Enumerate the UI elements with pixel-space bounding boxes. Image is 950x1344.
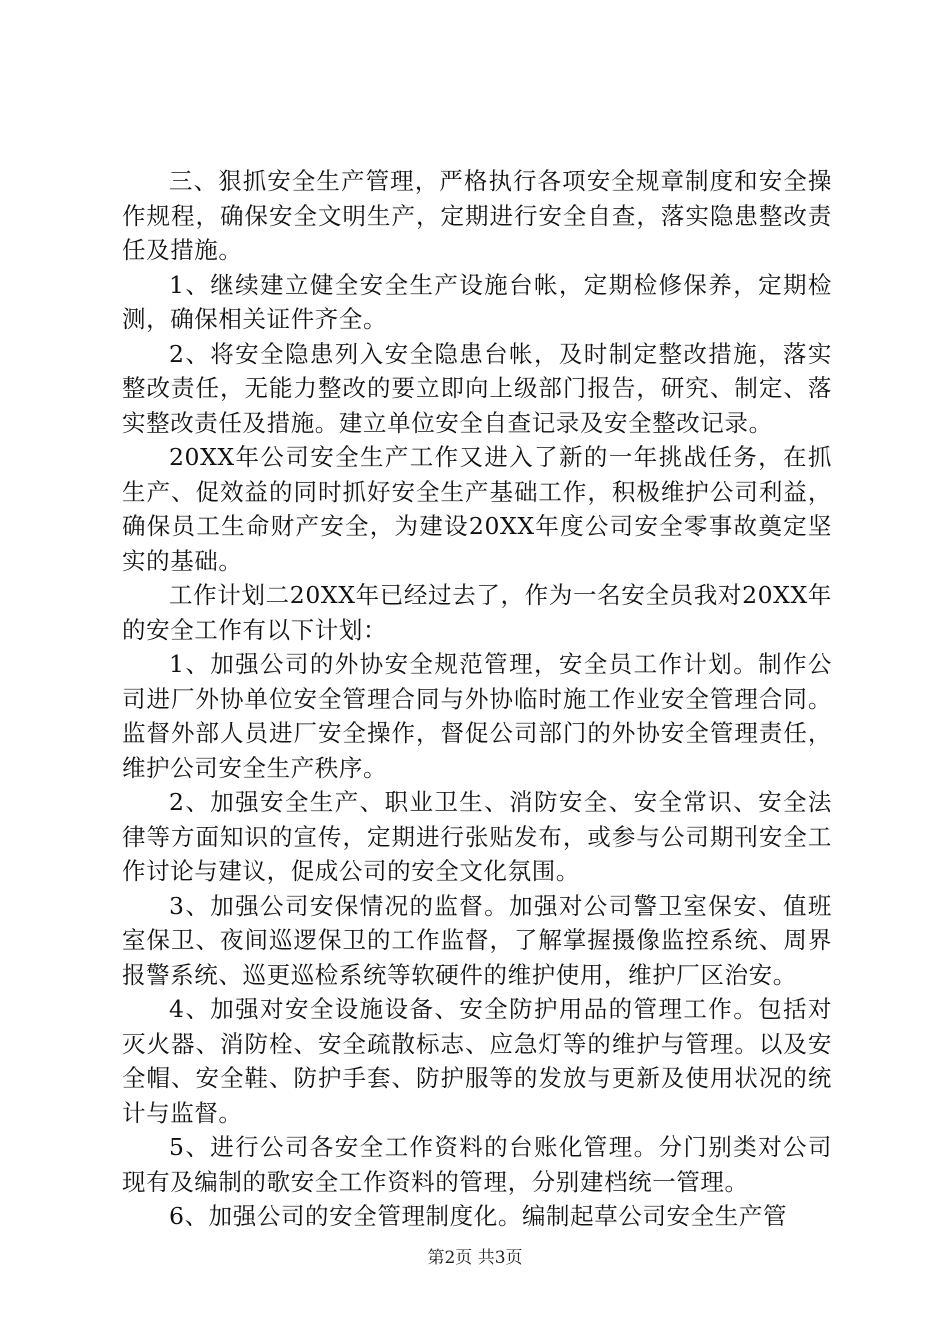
- page-footer: [0, 1243, 950, 1268]
- paragraph-plan-item-1: 1、加强公司的外协安全规范管理，安全员工作计划。制作公司进厂外协单位安全管理合同与外协临时施工作业安全管理合同。监督外部人员进厂安全操作，督促公司部门的外协安全管理责任，维护公司安全生产秩序。: [122, 650, 832, 782]
- paragraph-plan-two-intro: 工作计划二20XX年已经过去了，作为一名安全员我对20XX年的安全工作有以下计划：: [122, 581, 832, 644]
- paragraph-item-1: 1、继续建立健全安全生产设施台帐，定期检修保养，定期检测，确保相关证件齐全。: [122, 270, 832, 333]
- paragraph-plan-item-3: 3、加强公司安保情况的监督。加强对公司警卫室保安、值班室保卫、夜间巡逻保卫的工作监督，了解掌握摄像监控系统、周界报警系统、巡更巡检系统等软硬件的维护使用，维护厂区治安。: [122, 891, 832, 989]
- page-number: 第2页 共3页: [427, 1248, 523, 1268]
- paragraph-plan-item-2: 2、加强安全生产、职业卫生、消防安全、安全常识、安全法律等方面知识的宣传，定期进行张贴发布，或参与公司期刊安全工作讨论与建议，促成公司的安全文化氛围。: [122, 788, 832, 885]
- paragraph-summary: 20XX年公司安全生产工作又进入了新的一年挑战任务，在抓生产、促效益的同时抓好安全生产基础工作，积极维护公司利益，确保员工生命财产安全，为建设20XX年度公司安全零事故奠定坚实的基础。: [122, 443, 832, 575]
- paragraph-plan-item-4: 4、加强对安全设施设备、安全防护用品的管理工作。包括对灭火器、消防栓、安全疏散标志、应急灯等的维护与管理。以及安全帽、安全鞋、防护手套、防护服等的发放与更新及使用状况的统计与监督。: [122, 995, 832, 1127]
- paragraph-item-2: 2、将安全隐患列入安全隐患台帐，及时制定整改措施，落实整改责任，无能力整改的要立即向上级部门报告，研究、制定、落实整改责任及措施。建立单位安全自查记录及安全整改记录。: [122, 339, 832, 437]
- paragraph-plan-item-6: 6、加强公司的安全管理制度化。编制起草公司安全生产管: [169, 1202, 788, 1230]
- document-body: [122, 164, 832, 1234]
- paragraph-plan-item-5: 5、进行公司各安全工作资料的台账化管理。分门别类对公司现有及编制的歌安全工作资料的管理，分别建档统一管理。: [122, 1133, 832, 1196]
- paragraph-section-three: 三、狠抓安全生产管理，严格执行各项安全规章制度和安全操作规程，确保安全文明生产，定期进行安全自查，落实隐患整改责任及措施。: [122, 167, 832, 264]
